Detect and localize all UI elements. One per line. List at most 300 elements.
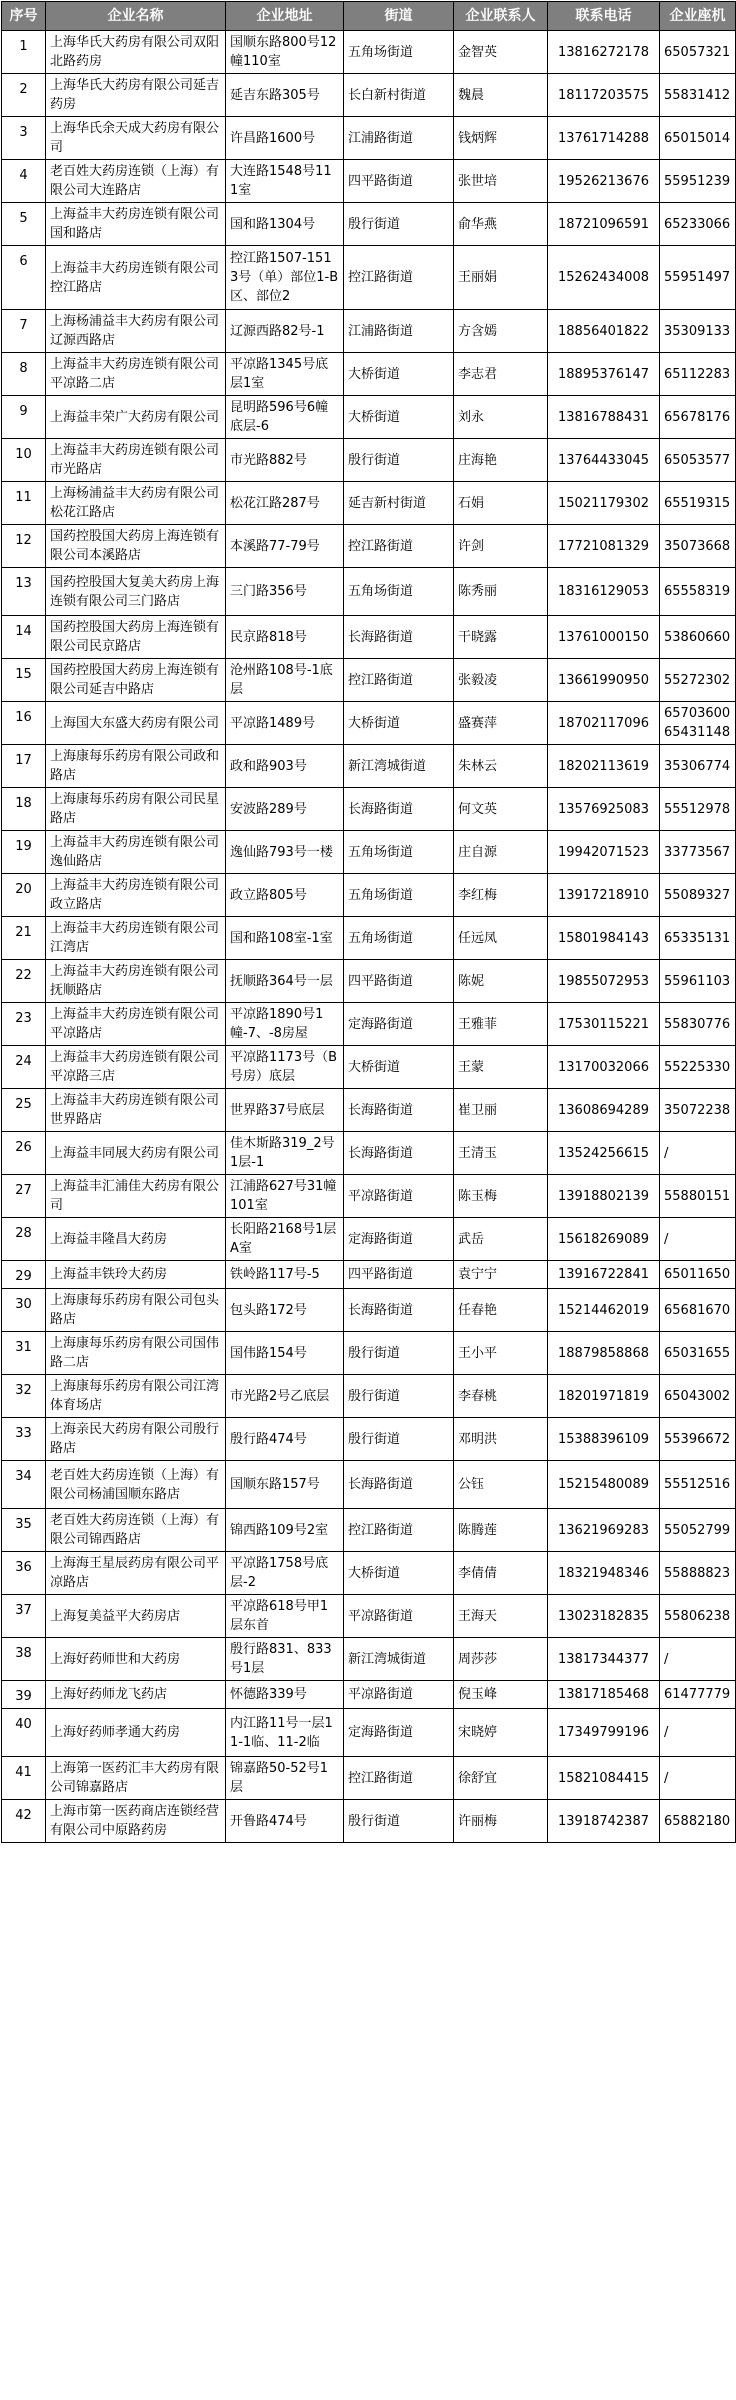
table-row xyxy=(2,246,736,310)
cell-street: 五角场街道 xyxy=(344,917,454,960)
cell-company-address: 市光路2号乙底层 xyxy=(226,1375,344,1418)
cell-street: 大桥街道 xyxy=(344,702,454,745)
cell-contact: 邓明洪 xyxy=(454,1418,548,1461)
cell-company-name: 上海康每乐药房有限公司国伟路二店 xyxy=(46,1332,226,1375)
cell-index: 39 xyxy=(2,1681,46,1709)
cell-phone: 13816788431 xyxy=(548,396,660,439)
cell-company-address: 三门路356号 xyxy=(226,568,344,616)
cell-street: 长海路街道 xyxy=(344,1089,454,1132)
table-row xyxy=(2,788,736,831)
cell-company-name: 上海益丰隆昌大药房 xyxy=(46,1218,226,1261)
cell-index: 18 xyxy=(2,788,46,831)
cell-contact: 陈秀丽 xyxy=(454,568,548,616)
table-row xyxy=(2,203,736,246)
cell-street: 新江湾城街道 xyxy=(344,1638,454,1681)
cell-index: 42 xyxy=(2,1800,46,1843)
cell-contact: 武岳 xyxy=(454,1218,548,1261)
cell-contact: 张世培 xyxy=(454,160,548,203)
cell-landline: 65681670 xyxy=(660,1289,736,1332)
cell-contact: 许剑 xyxy=(454,525,548,568)
cell-contact: 金智英 xyxy=(454,31,548,74)
cell-street: 殷行街道 xyxy=(344,439,454,482)
cell-company-address: 大连路1548号111室 xyxy=(226,160,344,203)
table-row xyxy=(2,1418,736,1461)
header-index: 序号 xyxy=(2,2,46,31)
cell-index: 24 xyxy=(2,1046,46,1089)
cell-street: 控江路街道 xyxy=(344,525,454,568)
cell-index: 23 xyxy=(2,1003,46,1046)
cell-street: 四平路街道 xyxy=(344,1261,454,1289)
cell-contact: 李志君 xyxy=(454,353,548,396)
cell-index: 27 xyxy=(2,1175,46,1218)
cell-landline: 35306774 xyxy=(660,745,736,788)
table-row xyxy=(2,1800,736,1843)
table-row xyxy=(2,482,736,525)
cell-street: 延吉新村街道 xyxy=(344,482,454,525)
cell-phone: 13917218910 xyxy=(548,874,660,917)
cell-phone: 18117203575 xyxy=(548,74,660,117)
cell-company-address: 平凉路1489号 xyxy=(226,702,344,745)
cell-index: 29 xyxy=(2,1261,46,1289)
cell-landline: 33773567 xyxy=(660,831,736,874)
cell-company-name: 上海好药师孝通大药房 xyxy=(46,1709,226,1757)
cell-company-name: 上海康每乐药房有限公司民星路店 xyxy=(46,788,226,831)
cell-company-address: 平凉路1345号底层1室 xyxy=(226,353,344,396)
cell-index: 12 xyxy=(2,525,46,568)
cell-contact: 盛赛萍 xyxy=(454,702,548,745)
cell-index: 5 xyxy=(2,203,46,246)
table-row xyxy=(2,1552,736,1595)
cell-street: 控江路街道 xyxy=(344,659,454,702)
cell-company-name: 上海益丰大药房连锁有限公司平凉路二店 xyxy=(46,353,226,396)
cell-company-name: 国药控股国大药房上海连锁有限公司延吉中路店 xyxy=(46,659,226,702)
cell-phone: 13918742387 xyxy=(548,1800,660,1843)
cell-company-address: 殷行路474号 xyxy=(226,1418,344,1461)
cell-company-name: 上海益丰荣广大药房有限公司 xyxy=(46,396,226,439)
cell-company-address: 长阳路2168号1层A室 xyxy=(226,1218,344,1261)
cell-landline: 55880151 xyxy=(660,1175,736,1218)
cell-phone: 13817344377 xyxy=(548,1638,660,1681)
cell-company-address: 世界路37号底层 xyxy=(226,1089,344,1132)
cell-company-address: 殷行路831、833号1层 xyxy=(226,1638,344,1681)
cell-contact: 李红梅 xyxy=(454,874,548,917)
cell-contact: 庄海艳 xyxy=(454,439,548,482)
cell-index: 22 xyxy=(2,960,46,1003)
cell-phone: 15215480089 xyxy=(548,1461,660,1509)
cell-company-name: 上海益丰铁玲大药房 xyxy=(46,1261,226,1289)
table-row xyxy=(2,1332,736,1375)
cell-phone: 19942071523 xyxy=(548,831,660,874)
cell-phone: 13661990950 xyxy=(548,659,660,702)
cell-index: 41 xyxy=(2,1757,46,1800)
cell-contact: 干晓露 xyxy=(454,616,548,659)
cell-index: 36 xyxy=(2,1552,46,1595)
cell-street: 定海路街道 xyxy=(344,1218,454,1261)
cell-company-address: 锦西路109号2室 xyxy=(226,1509,344,1552)
table-row xyxy=(2,1461,736,1509)
cell-company-name: 老百姓大药房连锁（上海）有限公司杨浦国顺东路店 xyxy=(46,1461,226,1509)
cell-street: 五角场街道 xyxy=(344,31,454,74)
cell-company-address: 市光路882号 xyxy=(226,439,344,482)
cell-phone: 13916722841 xyxy=(548,1261,660,1289)
table-row xyxy=(2,702,736,745)
cell-index: 4 xyxy=(2,160,46,203)
cell-index: 1 xyxy=(2,31,46,74)
cell-company-name: 上海第一医药汇丰大药房有限公司锦嘉路店 xyxy=(46,1757,226,1800)
table-row xyxy=(2,831,736,874)
cell-company-name: 上海益丰大药房连锁有限公司市光路店 xyxy=(46,439,226,482)
cell-company-name: 上海市第一医药商店连锁经营有限公司中原路药房 xyxy=(46,1800,226,1843)
cell-phone: 13817185468 xyxy=(548,1681,660,1709)
cell-contact: 王丽娟 xyxy=(454,246,548,310)
cell-index: 32 xyxy=(2,1375,46,1418)
cell-landline: / xyxy=(660,1218,736,1261)
cell-street: 大桥街道 xyxy=(344,1046,454,1089)
cell-contact: 王海天 xyxy=(454,1595,548,1638)
cell-company-name: 上海杨浦益丰大药房有限公司辽源西路店 xyxy=(46,310,226,353)
header-company-address: 企业地址 xyxy=(226,2,344,31)
cell-company-address: 昆明路596号6幢底层-6 xyxy=(226,396,344,439)
cell-landline: 65011650 xyxy=(660,1261,736,1289)
cell-company-address: 国和路108室-1室 xyxy=(226,917,344,960)
cell-company-address: 控江路1507-1513号（单）部位1-B区、部位2 xyxy=(226,246,344,310)
header-landline: 企业座机 xyxy=(660,2,736,31)
cell-company-name: 上海好药师世和大药房 xyxy=(46,1638,226,1681)
cell-landline: / xyxy=(660,1132,736,1175)
header-contact: 企业联系人 xyxy=(454,2,548,31)
cell-phone: 15618269089 xyxy=(548,1218,660,1261)
table-row xyxy=(2,1638,736,1681)
cell-company-address: 江浦路627号31幢101室 xyxy=(226,1175,344,1218)
cell-street: 殷行街道 xyxy=(344,1332,454,1375)
cell-index: 31 xyxy=(2,1332,46,1375)
cell-contact: 陈腾莲 xyxy=(454,1509,548,1552)
cell-contact: 袁宁宁 xyxy=(454,1261,548,1289)
cell-landline: 55806238 xyxy=(660,1595,736,1638)
cell-company-address: 沧州路108号-1底层 xyxy=(226,659,344,702)
cell-landline: 55830776 xyxy=(660,1003,736,1046)
cell-company-name: 上海益丰汇浦佳大药房有限公司 xyxy=(46,1175,226,1218)
cell-landline: 53860660 xyxy=(660,616,736,659)
cell-index: 10 xyxy=(2,439,46,482)
cell-contact: 徐舒宜 xyxy=(454,1757,548,1800)
cell-phone: 17530115221 xyxy=(548,1003,660,1046)
cell-company-name: 上海益丰大药房连锁有限公司控江路店 xyxy=(46,246,226,310)
cell-contact: 王清玉 xyxy=(454,1132,548,1175)
cell-index: 26 xyxy=(2,1132,46,1175)
cell-street: 殷行街道 xyxy=(344,1375,454,1418)
cell-phone: 18879858868 xyxy=(548,1332,660,1375)
cell-phone: 13524256615 xyxy=(548,1132,660,1175)
cell-index: 2 xyxy=(2,74,46,117)
cell-index: 8 xyxy=(2,353,46,396)
cell-landline: 35309133 xyxy=(660,310,736,353)
cell-company-name: 上海益丰大药房连锁有限公司平凉路三店 xyxy=(46,1046,226,1089)
cell-street: 长海路街道 xyxy=(344,1132,454,1175)
cell-company-name: 上海益丰同展大药房有限公司 xyxy=(46,1132,226,1175)
cell-landline: 55225330 xyxy=(660,1046,736,1089)
cell-landline: 65882180 xyxy=(660,1800,736,1843)
cell-landline: 55512978 xyxy=(660,788,736,831)
table-row xyxy=(2,917,736,960)
cell-company-address: 开鲁路474号 xyxy=(226,1800,344,1843)
cell-contact: 许丽梅 xyxy=(454,1800,548,1843)
table-row xyxy=(2,160,736,203)
cell-street: 殷行街道 xyxy=(344,1418,454,1461)
cell-index: 13 xyxy=(2,568,46,616)
cell-phone: 18721096591 xyxy=(548,203,660,246)
cell-landline: 65015014 xyxy=(660,117,736,160)
cell-contact: 方含嫣 xyxy=(454,310,548,353)
cell-street: 江浦路街道 xyxy=(344,310,454,353)
cell-contact: 何文英 xyxy=(454,788,548,831)
cell-contact: 朱林云 xyxy=(454,745,548,788)
cell-landline: 61477779 xyxy=(660,1681,736,1709)
table-row xyxy=(2,616,736,659)
cell-landline: 55512516 xyxy=(660,1461,736,1509)
cell-landline: 55951497 xyxy=(660,246,736,310)
cell-phone: 18321948346 xyxy=(548,1552,660,1595)
cell-phone: 17721081329 xyxy=(548,525,660,568)
cell-phone: 13023182835 xyxy=(548,1595,660,1638)
cell-contact: 魏晨 xyxy=(454,74,548,117)
cell-contact: 石娟 xyxy=(454,482,548,525)
cell-street: 殷行街道 xyxy=(344,1800,454,1843)
cell-street: 大桥街道 xyxy=(344,396,454,439)
cell-company-address: 政和路903号 xyxy=(226,745,344,788)
cell-index: 25 xyxy=(2,1089,46,1132)
cell-landline: 35073668 xyxy=(660,525,736,568)
cell-landline: 55396672 xyxy=(660,1418,736,1461)
header-phone: 联系电话 xyxy=(548,2,660,31)
cell-street: 控江路街道 xyxy=(344,246,454,310)
cell-phone: 13621969283 xyxy=(548,1509,660,1552)
cell-contact: 崔卫丽 xyxy=(454,1089,548,1132)
cell-company-address: 内江路11号一层11-1临、11-2临 xyxy=(226,1709,344,1757)
table-row xyxy=(2,1757,736,1800)
cell-index: 28 xyxy=(2,1218,46,1261)
cell-company-name: 老百姓大药房连锁（上海）有限公司锦西路店 xyxy=(46,1509,226,1552)
cell-index: 3 xyxy=(2,117,46,160)
cell-index: 33 xyxy=(2,1418,46,1461)
cell-phone: 13170032066 xyxy=(548,1046,660,1089)
cell-phone: 18201971819 xyxy=(548,1375,660,1418)
cell-company-address: 逸仙路793号一楼 xyxy=(226,831,344,874)
cell-phone: 13816272178 xyxy=(548,31,660,74)
table-row xyxy=(2,874,736,917)
cell-contact: 俞华燕 xyxy=(454,203,548,246)
table-row xyxy=(2,1046,736,1089)
cell-index: 19 xyxy=(2,831,46,874)
cell-street: 控江路街道 xyxy=(344,1757,454,1800)
table-row xyxy=(2,745,736,788)
cell-phone: 15801984143 xyxy=(548,917,660,960)
cell-company-address: 怀德路339号 xyxy=(226,1681,344,1709)
cell-index: 20 xyxy=(2,874,46,917)
cell-company-address: 政立路805号 xyxy=(226,874,344,917)
cell-landline: 65519315 xyxy=(660,482,736,525)
cell-index: 35 xyxy=(2,1509,46,1552)
table-row xyxy=(2,439,736,482)
cell-contact: 李倩倩 xyxy=(454,1552,548,1595)
cell-company-address: 平凉路1890号1幢-7、-8房屋 xyxy=(226,1003,344,1046)
cell-landline: 55951239 xyxy=(660,160,736,203)
cell-company-name: 上海华氏余天成大药房有限公司 xyxy=(46,117,226,160)
cell-index: 21 xyxy=(2,917,46,960)
cell-company-name: 上海复美益平大药房店 xyxy=(46,1595,226,1638)
cell-company-address: 国顺东路800号12幢110室 xyxy=(226,31,344,74)
table-row xyxy=(2,117,736,160)
table-row xyxy=(2,659,736,702)
cell-company-address: 平凉路618号甲1层东首 xyxy=(226,1595,344,1638)
cell-landline: 65233066 xyxy=(660,203,736,246)
cell-street: 控江路街道 xyxy=(344,1509,454,1552)
cell-index: 16 xyxy=(2,702,46,745)
table-row xyxy=(2,1709,736,1757)
cell-contact: 张毅凌 xyxy=(454,659,548,702)
header-street: 街道 xyxy=(344,2,454,31)
table-row xyxy=(2,1089,736,1132)
cell-company-address: 国和路1304号 xyxy=(226,203,344,246)
table-row xyxy=(2,1595,736,1638)
cell-contact: 公钰 xyxy=(454,1461,548,1509)
cell-phone: 13608694289 xyxy=(548,1089,660,1132)
cell-phone: 13764433045 xyxy=(548,439,660,482)
cell-phone: 18202113619 xyxy=(548,745,660,788)
cell-index: 34 xyxy=(2,1461,46,1509)
table-row xyxy=(2,1261,736,1289)
cell-street: 五角场街道 xyxy=(344,568,454,616)
cell-phone: 17349799196 xyxy=(548,1709,660,1757)
cell-street: 长海路街道 xyxy=(344,1289,454,1332)
cell-street: 平凉路街道 xyxy=(344,1595,454,1638)
cell-company-name: 上海益丰大药房连锁有限公司政立路店 xyxy=(46,874,226,917)
cell-landline: / xyxy=(660,1757,736,1800)
cell-landline: 65678176 xyxy=(660,396,736,439)
cell-landline: 55052799 xyxy=(660,1509,736,1552)
cell-landline: 65112283 xyxy=(660,353,736,396)
table-row xyxy=(2,1003,736,1046)
cell-contact: 王雅菲 xyxy=(454,1003,548,1046)
cell-phone: 13761714288 xyxy=(548,117,660,160)
cell-street: 长海路街道 xyxy=(344,1461,454,1509)
cell-company-address: 锦嘉路50-52号1层 xyxy=(226,1757,344,1800)
cell-company-address: 辽源西路82号-1 xyxy=(226,310,344,353)
cell-phone: 18856401822 xyxy=(548,310,660,353)
cell-landline: 65335131 xyxy=(660,917,736,960)
cell-company-name: 上海益丰大药房连锁有限公司世界路店 xyxy=(46,1089,226,1132)
cell-street: 定海路街道 xyxy=(344,1709,454,1757)
cell-company-name: 国药控股国大复美大药房上海连锁有限公司三门路店 xyxy=(46,568,226,616)
cell-company-name: 上海益丰大药房连锁有限公司平凉路店 xyxy=(46,1003,226,1046)
cell-company-name: 国药控股国大药房上海连锁有限公司本溪路店 xyxy=(46,525,226,568)
cell-company-name: 上海杨浦益丰大药房有限公司松花江路店 xyxy=(46,482,226,525)
cell-contact: 宋晓婷 xyxy=(454,1709,548,1757)
cell-contact: 刘永 xyxy=(454,396,548,439)
cell-landline: 55961103 xyxy=(660,960,736,1003)
cell-index: 17 xyxy=(2,745,46,788)
cell-company-address: 铁岭路117号-5 xyxy=(226,1261,344,1289)
header-company-name: 企业名称 xyxy=(46,2,226,31)
cell-street: 长海路街道 xyxy=(344,616,454,659)
table-row xyxy=(2,310,736,353)
table-row xyxy=(2,353,736,396)
cell-phone: 19855072953 xyxy=(548,960,660,1003)
cell-landline: / xyxy=(660,1709,736,1757)
pharmacy-table xyxy=(1,1,736,1843)
table-row xyxy=(2,1509,736,1552)
cell-contact: 倪玉峰 xyxy=(454,1681,548,1709)
cell-company-name: 老百姓大药房连锁（上海）有限公司大连路店 xyxy=(46,160,226,203)
cell-company-address: 国伟路154号 xyxy=(226,1332,344,1375)
cell-landline: 55089327 xyxy=(660,874,736,917)
cell-contact: 钱炳辉 xyxy=(454,117,548,160)
cell-street: 大桥街道 xyxy=(344,353,454,396)
cell-company-address: 安波路289号 xyxy=(226,788,344,831)
cell-contact: 王小平 xyxy=(454,1332,548,1375)
cell-company-address: 平凉路1758号底层-2 xyxy=(226,1552,344,1595)
cell-contact: 周莎莎 xyxy=(454,1638,548,1681)
cell-street: 四平路街道 xyxy=(344,960,454,1003)
table-row xyxy=(2,960,736,1003)
cell-index: 38 xyxy=(2,1638,46,1681)
cell-index: 37 xyxy=(2,1595,46,1638)
cell-index: 7 xyxy=(2,310,46,353)
cell-company-name: 上海国大东盛大药房有限公司 xyxy=(46,702,226,745)
cell-index: 30 xyxy=(2,1289,46,1332)
table-row xyxy=(2,1218,736,1261)
cell-landline: 65053577 xyxy=(660,439,736,482)
cell-landline: 55272302 xyxy=(660,659,736,702)
cell-street: 江浦路街道 xyxy=(344,117,454,160)
cell-street: 五角场街道 xyxy=(344,874,454,917)
cell-phone: 19526213676 xyxy=(548,160,660,203)
cell-phone: 13576925083 xyxy=(548,788,660,831)
cell-contact: 李春桃 xyxy=(454,1375,548,1418)
cell-street: 定海路街道 xyxy=(344,1003,454,1046)
cell-landline: 55888823 xyxy=(660,1552,736,1595)
cell-company-address: 抚顺路364号一层 xyxy=(226,960,344,1003)
cell-landline: 65558319 xyxy=(660,568,736,616)
cell-street: 大桥街道 xyxy=(344,1552,454,1595)
cell-company-address: 松花江路287号 xyxy=(226,482,344,525)
cell-street: 新江湾城街道 xyxy=(344,745,454,788)
cell-contact: 王蒙 xyxy=(454,1046,548,1089)
cell-company-address: 佳木斯路319_2号1层-1 xyxy=(226,1132,344,1175)
cell-street: 四平路街道 xyxy=(344,160,454,203)
cell-landline: 35072238 xyxy=(660,1089,736,1132)
cell-company-address: 国顺东路157号 xyxy=(226,1461,344,1509)
cell-phone: 15021179302 xyxy=(548,482,660,525)
cell-landline: 65703600 65431148 xyxy=(660,702,736,745)
table-row xyxy=(2,74,736,117)
cell-company-address: 许昌路1600号 xyxy=(226,117,344,160)
cell-company-name: 上海华氏大药房有限公司延吉药房 xyxy=(46,74,226,117)
cell-street: 长白新村街道 xyxy=(344,74,454,117)
cell-company-name: 上海华氏大药房有限公司双阳北路药房 xyxy=(46,31,226,74)
cell-company-address: 延吉东路305号 xyxy=(226,74,344,117)
cell-company-name: 上海益丰大药房连锁有限公司抚顺路店 xyxy=(46,960,226,1003)
cell-company-name: 上海益丰大药房连锁有限公司国和路店 xyxy=(46,203,226,246)
table-row xyxy=(2,31,736,74)
cell-company-name: 国药控股国大药房上海连锁有限公司民京路店 xyxy=(46,616,226,659)
header-row xyxy=(2,2,736,31)
table-row xyxy=(2,1132,736,1175)
cell-company-address: 本溪路77-79号 xyxy=(226,525,344,568)
cell-index: 15 xyxy=(2,659,46,702)
cell-company-address: 包头路172号 xyxy=(226,1289,344,1332)
table-row xyxy=(2,1681,736,1709)
